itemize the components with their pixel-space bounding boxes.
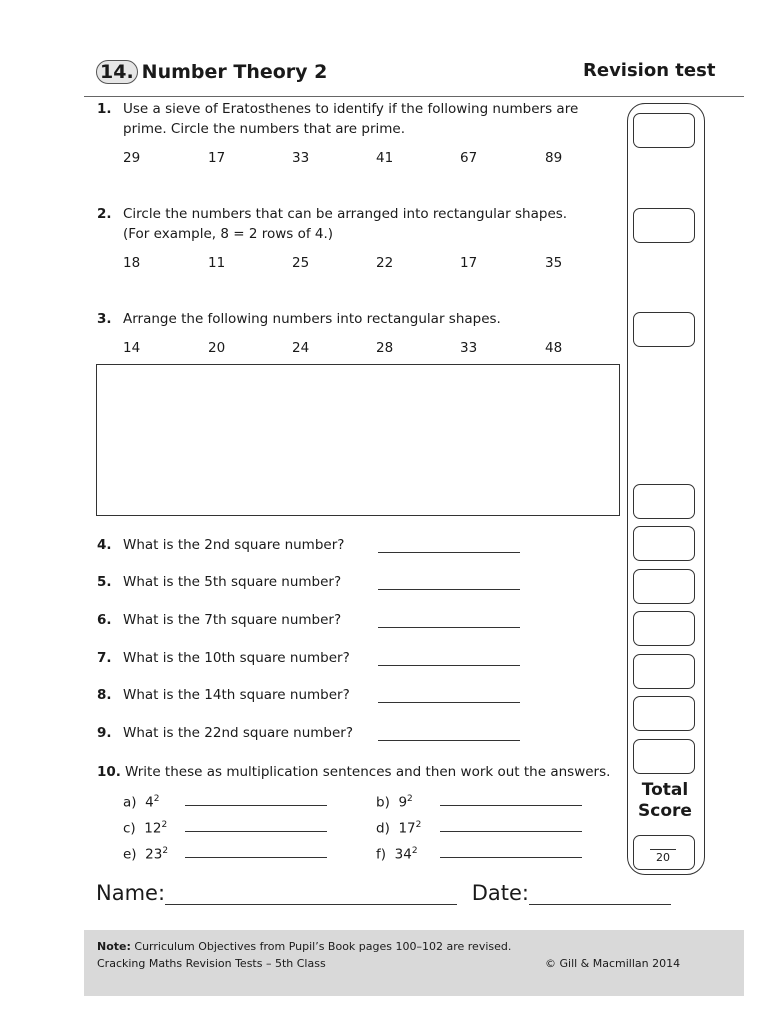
question-8-text: What is the 14th square number?: [123, 687, 350, 703]
q2-number-option[interactable]: 35: [545, 255, 563, 271]
question-6-number: 6.: [97, 612, 112, 628]
question-9-text: What is the 22nd square number?: [123, 725, 354, 741]
question-9-answer-line[interactable]: [378, 728, 520, 741]
name-field[interactable]: [165, 884, 457, 905]
question-5-number: 5.: [97, 574, 112, 590]
q10-item-base: 9: [398, 794, 408, 811]
date-label: Date:: [471, 881, 529, 905]
chapter-number: 14.: [96, 60, 138, 84]
rectangular-shapes-answer-area[interactable]: [96, 364, 620, 516]
question-2-line1: Circle the numbers that can be arranged into rectangular shapes.: [123, 206, 568, 222]
question-1-number: 1.: [97, 101, 112, 117]
q2-number-option[interactable]: 18: [123, 255, 141, 271]
q3-number: 24: [292, 340, 310, 356]
q10-item-label: a): [123, 794, 137, 811]
question-2-numbers: [0, 255, 620, 275]
question-10-number: 10.: [97, 764, 121, 780]
q10-item-base: 17: [398, 820, 416, 837]
q10-item-label: c): [123, 820, 136, 837]
question-3-text: [123, 309, 613, 329]
q10-item-base: 34: [394, 846, 412, 863]
score-box-q3[interactable]: [633, 312, 695, 347]
question-5-answer-line[interactable]: [378, 577, 520, 590]
score-box-q4[interactable]: [633, 526, 695, 561]
question-4-text: What is the 2nd square number?: [123, 537, 345, 553]
footer-series: Cracking Maths Revision Tests – 5th Class: [97, 957, 326, 970]
q10-item-exponent: 2: [153, 794, 160, 804]
question-6-text: What is the 7th square number?: [123, 612, 342, 628]
q10-item-exponent: 2: [407, 794, 413, 804]
question-8-number: 8.: [97, 687, 112, 703]
total-label-line1: Total: [641, 780, 689, 800]
q3-number: 20: [208, 340, 226, 356]
score-box-q6[interactable]: [633, 611, 695, 646]
q1-number-option[interactable]: 17: [208, 150, 226, 166]
q2-number-option[interactable]: 25: [292, 255, 310, 271]
q1-number-option[interactable]: 29: [123, 150, 141, 166]
q10-item-exponent: 2: [162, 846, 169, 856]
question-8-answer-line[interactable]: [378, 690, 520, 703]
q10-item-label: f): [376, 846, 387, 863]
q1-number-option[interactable]: 89: [545, 150, 563, 166]
score-box-q3b[interactable]: [633, 484, 695, 519]
name-date-row: [96, 881, 671, 905]
footer-note-label: Note:: [97, 940, 131, 953]
q10-item-base: 23: [145, 846, 163, 863]
question-5-text: What is the 5th square number?: [123, 574, 342, 590]
q3-number: 14: [123, 340, 141, 356]
question-2-line2: (For example, 8 = 2 rows of 4.): [123, 226, 334, 242]
question-3-number: 3.: [97, 311, 112, 327]
score-box-q5[interactable]: [633, 569, 695, 604]
revision-test-label: Revision test: [583, 60, 716, 81]
q3-number: 33: [460, 340, 478, 356]
q10-f-answer-line[interactable]: [440, 845, 582, 858]
question-1-line2: prime. Circle the numbers that are prime.: [123, 121, 406, 137]
q10-c-answer-line[interactable]: [185, 819, 327, 832]
q10-item-label: d): [376, 820, 390, 837]
q10-item-label: b): [376, 794, 390, 811]
total-score-label: [636, 780, 694, 822]
q10-a-answer-line[interactable]: [185, 793, 327, 806]
q10-item-c: [123, 815, 167, 839]
q2-number-option[interactable]: 11: [208, 255, 226, 271]
q10-item-b: [376, 789, 413, 813]
q10-item-a: [123, 789, 159, 813]
score-box-q1[interactable]: [633, 113, 695, 148]
header-divider: [84, 96, 744, 97]
question-7-text: What is the 10th square number?: [123, 650, 350, 666]
q10-item-exponent: 2: [415, 820, 422, 830]
total-label-line2: Score: [638, 801, 692, 821]
total-score-fraction-line: [650, 849, 676, 850]
question-9-number: 9.: [97, 725, 112, 741]
question-10-text: Write these as multiplication sentences and then work out the answers.: [125, 764, 611, 780]
q10-b-answer-line[interactable]: [440, 793, 582, 806]
question-7-answer-line[interactable]: [378, 653, 520, 666]
question-2-text: [123, 204, 613, 244]
q10-item-exponent: 2: [411, 846, 418, 856]
question-6-answer-line[interactable]: [378, 615, 520, 628]
q10-item-label: e): [123, 846, 137, 863]
footer-note: [97, 938, 511, 955]
q10-item-e: [123, 841, 168, 865]
footer-copyright: © Gill & Macmillan 2014: [545, 957, 681, 970]
question-1-line1: Use a sieve of Eratosthenes to identify if the following numbers are: [123, 101, 579, 117]
question-1-text: [123, 99, 613, 139]
question-4-number: 4.: [97, 537, 112, 553]
question-3-line1: Arrange the following numbers into rectangular shapes.: [123, 311, 501, 327]
q10-item-d: [376, 815, 421, 839]
score-box-q2[interactable]: [633, 208, 695, 243]
score-box-q9[interactable]: [633, 739, 695, 774]
name-label: Name:: [96, 881, 166, 905]
q1-number-option[interactable]: 41: [376, 150, 394, 166]
q10-item-exponent: 2: [161, 820, 168, 830]
q10-d-answer-line[interactable]: [440, 819, 582, 832]
q1-number-option[interactable]: 67: [460, 150, 478, 166]
chapter-title: Number Theory 2: [141, 61, 328, 83]
q10-item-base: 4: [145, 794, 154, 811]
q2-number-option[interactable]: 22: [376, 255, 394, 271]
score-box-q8[interactable]: [633, 696, 695, 731]
score-box-q7[interactable]: [633, 654, 695, 689]
page-title: [96, 60, 327, 84]
q2-number-option[interactable]: 17: [460, 255, 478, 271]
date-field[interactable]: [529, 884, 671, 905]
q10-item-f: [376, 841, 418, 865]
footer-note-text: Curriculum Objectives from Pupil’s Book pages 100–102 are revised.: [130, 940, 512, 953]
question-7-number: 7.: [97, 650, 112, 666]
question-1-numbers: [0, 150, 620, 170]
total-score-max: 20: [656, 851, 670, 864]
q1-number-option[interactable]: 33: [292, 150, 310, 166]
q10-item-base: 12: [144, 820, 162, 837]
q3-number: 48: [545, 340, 563, 356]
question-3-numbers: [0, 340, 620, 360]
question-4-answer-line[interactable]: [378, 540, 520, 553]
q10-e-answer-line[interactable]: [185, 845, 327, 858]
q3-number: 28: [376, 340, 394, 356]
question-2-number: 2.: [97, 206, 112, 222]
